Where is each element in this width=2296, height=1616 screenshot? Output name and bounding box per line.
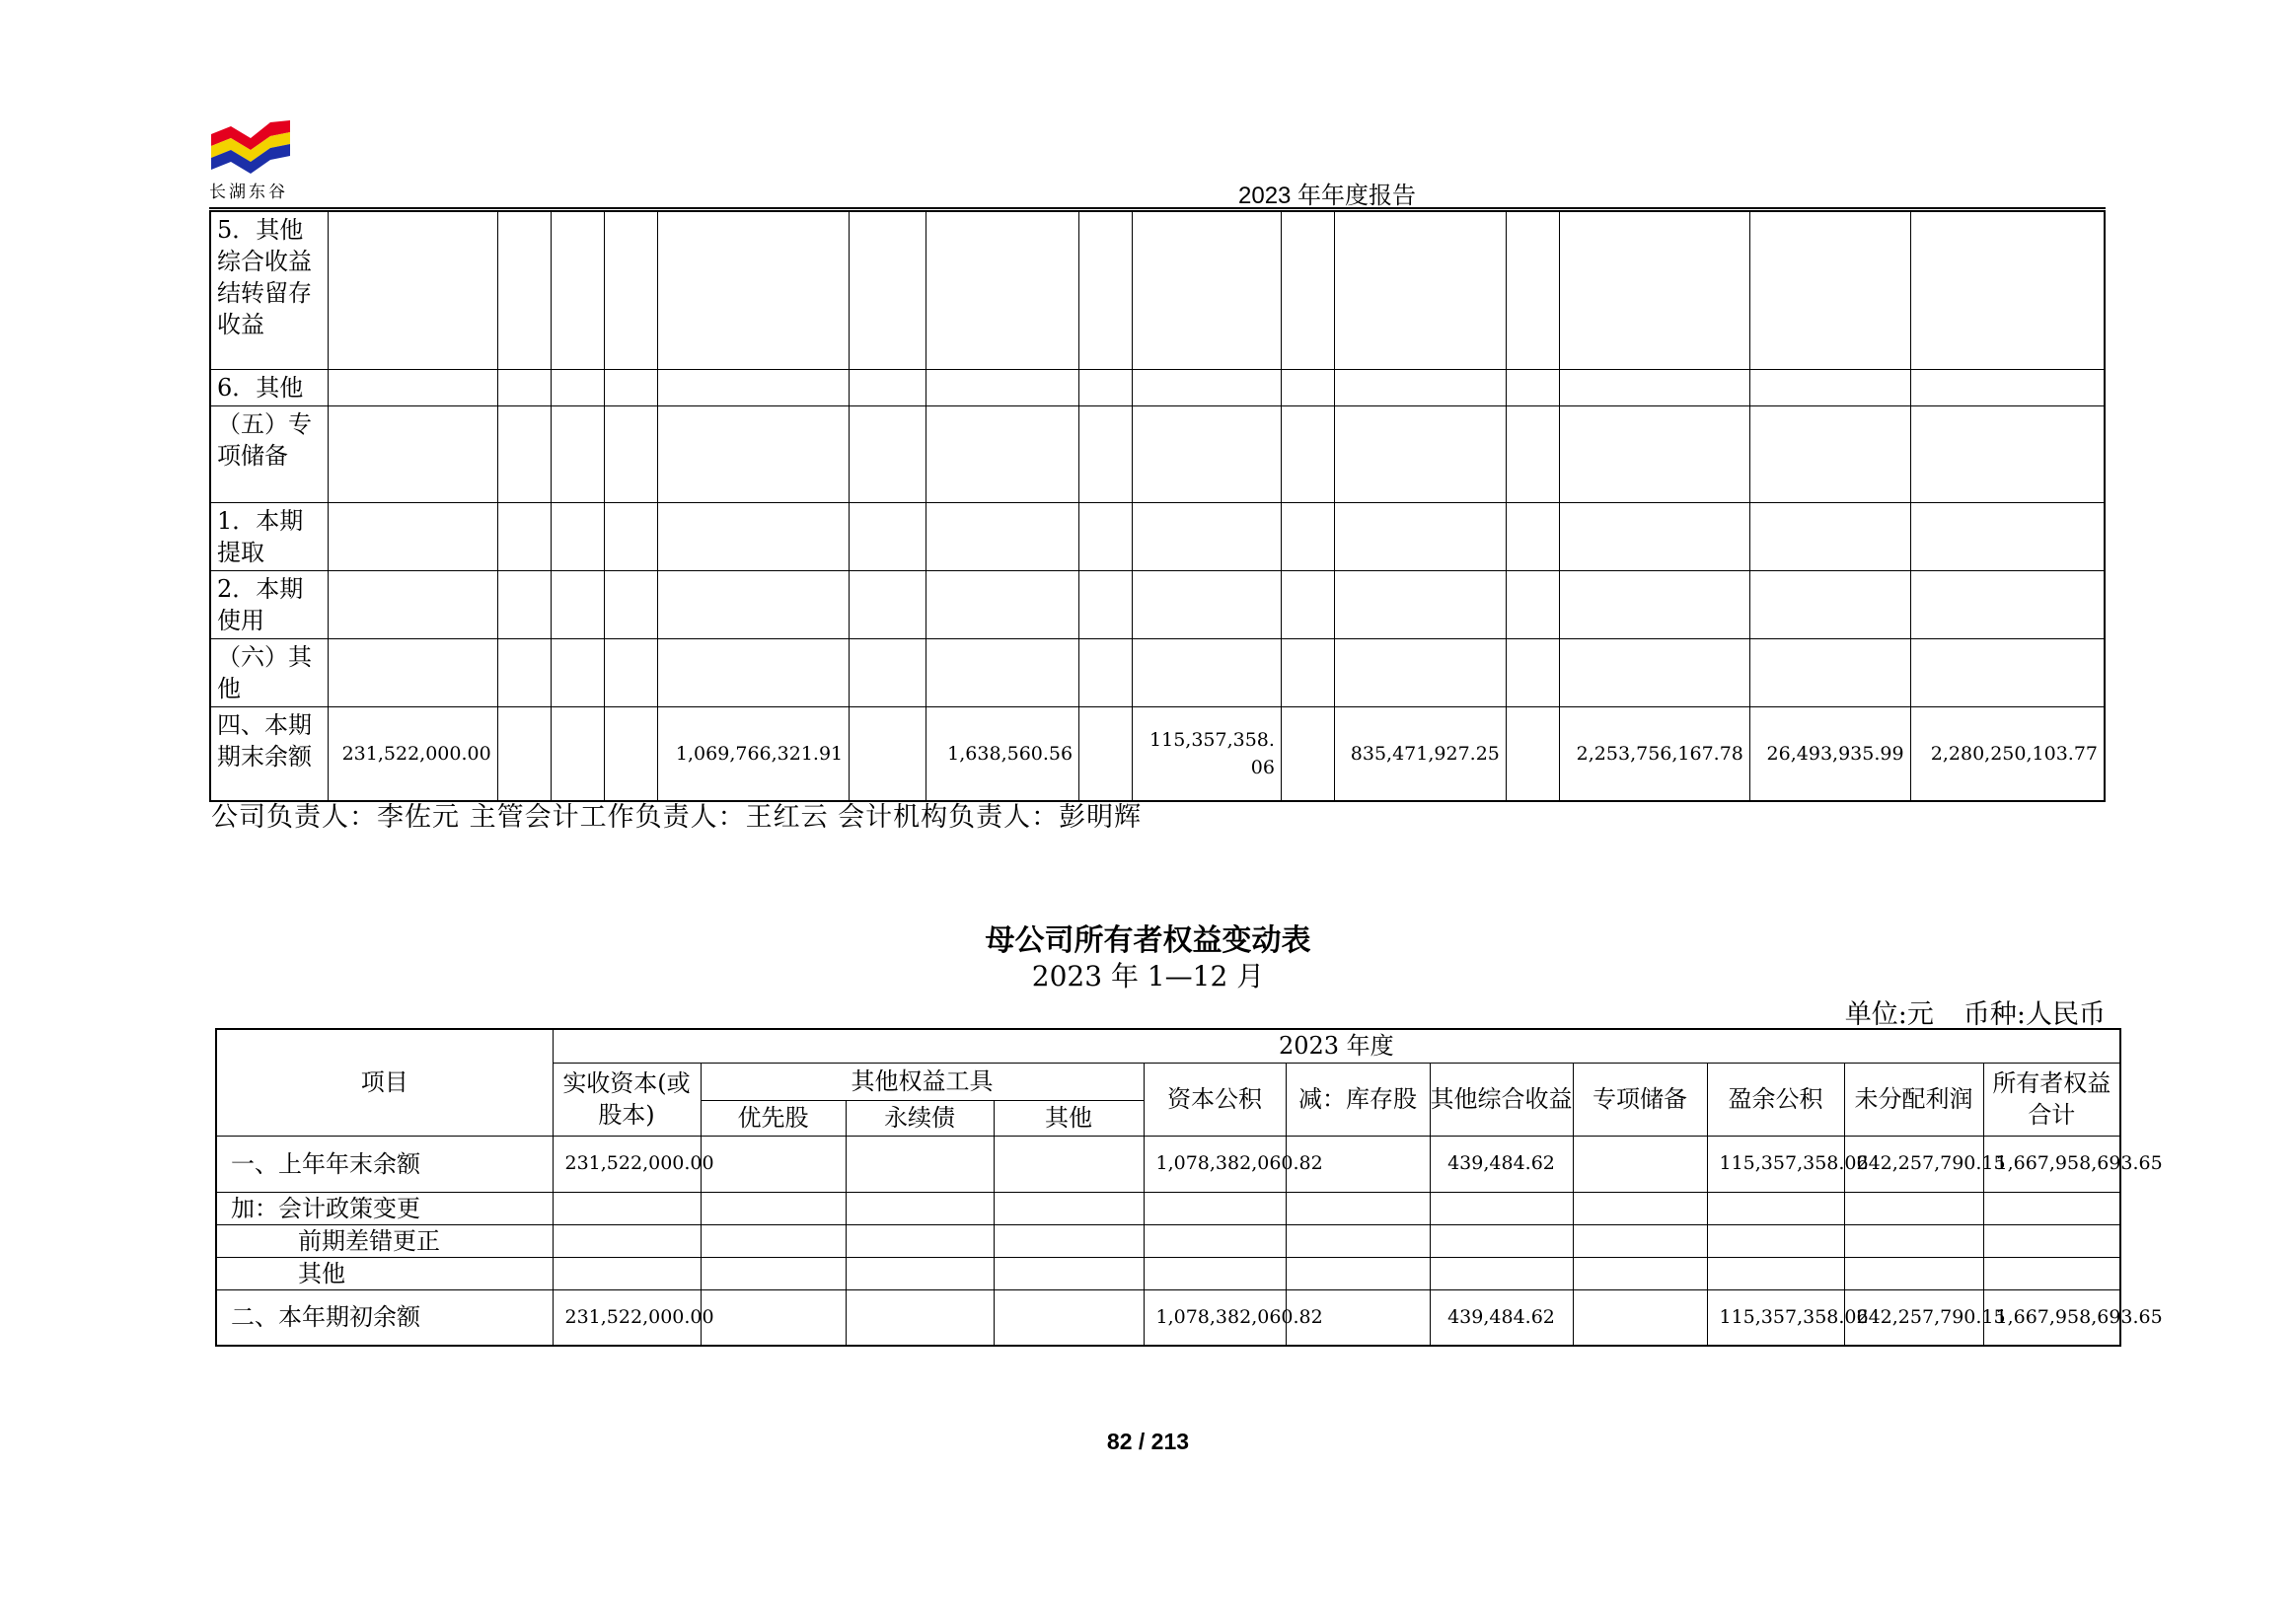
row-label: （六）其他 (210, 638, 328, 706)
row-label: 四、本期期末余额 (210, 706, 328, 801)
table-cell (1430, 1257, 1573, 1289)
statement-title: 母公司所有者权益变动表 (985, 923, 1311, 958)
table-cell (701, 1289, 846, 1346)
table-row (210, 706, 2105, 801)
table-cell (850, 211, 926, 369)
table-cell (1707, 1224, 1844, 1257)
table-cell (926, 369, 1079, 405)
table-cell (994, 1192, 1144, 1224)
table-cell (926, 502, 1079, 570)
table-cell (1506, 570, 1559, 638)
table-row (210, 211, 2105, 369)
table-cell (1335, 570, 1507, 638)
table-row (210, 570, 2105, 638)
table-cell (1573, 1257, 1707, 1289)
header-year: 2023 年度 (553, 1029, 2120, 1063)
table-row (216, 1136, 2120, 1192)
table-cell (605, 570, 658, 638)
header-perpetual: 永续债 (846, 1100, 994, 1136)
signatures: 公司负责人：李佐元 主管会计工作负责人：王红云 会计机构负责人：彭明辉 (211, 802, 1143, 833)
table-cell (605, 369, 658, 405)
table-cell (1281, 502, 1334, 570)
table-cell (1133, 405, 1282, 502)
table-cell (1286, 1192, 1430, 1224)
table-cell (1335, 211, 1507, 369)
table-cell (850, 570, 926, 638)
table-cell (1506, 706, 1559, 801)
table-cell (605, 502, 658, 570)
table-cell (658, 405, 850, 502)
header-undistributed-profit: 未分配利润 (1844, 1063, 1983, 1136)
table-cell (1573, 1192, 1707, 1224)
table-cell (701, 1136, 846, 1192)
header-oci: 其他综合收益 (1430, 1063, 1573, 1136)
header-total-equity: 所有者权益合计 (1983, 1063, 2120, 1136)
table-cell (658, 211, 850, 369)
table-cell (1281, 405, 1334, 502)
table-cell: 439,484.62 (1430, 1136, 1573, 1192)
table-cell (1844, 1192, 1983, 1224)
table-cell (497, 570, 551, 638)
table-cell (1749, 211, 1910, 369)
table-cell (553, 1192, 701, 1224)
header-capital: 实收资本(或股本) (553, 1063, 701, 1136)
table-cell (850, 706, 926, 801)
header-capital-reserve: 资本公积 (1144, 1063, 1286, 1136)
header-item: 项目 (216, 1029, 553, 1136)
table-row (210, 502, 2105, 570)
table-cell (1506, 502, 1559, 570)
report-title: 2023 年年度报告 (1238, 183, 1417, 209)
table-cell (605, 638, 658, 706)
table-cell (497, 706, 551, 801)
table-cell (701, 1192, 846, 1224)
table-cell (1281, 570, 1334, 638)
table-cell (926, 638, 1079, 706)
table-cell (850, 369, 926, 405)
table-row (216, 1289, 2120, 1346)
table-cell (1749, 405, 1910, 502)
table-cell (1506, 211, 1559, 369)
table-cell (1286, 1224, 1430, 1257)
table-cell (846, 1257, 994, 1289)
table-cell (1844, 1257, 1983, 1289)
header-special-reserve: 专项储备 (1573, 1063, 1707, 1136)
table-cell (1079, 706, 1133, 801)
table-cell (1335, 502, 1507, 570)
table-cell (1560, 570, 1750, 638)
table-cell (850, 638, 926, 706)
table-cell (1335, 405, 1507, 502)
table-cell (1133, 369, 1282, 405)
table-cell (1430, 1192, 1573, 1224)
table-cell (328, 405, 497, 502)
table-cell (1335, 638, 1507, 706)
table-cell: 242,257,790.15 (1844, 1136, 1983, 1192)
table-cell: 26,493,935.99 (1749, 706, 1910, 801)
table-cell (551, 570, 604, 638)
row-label: 二、本年期初余额 (216, 1289, 553, 1346)
table-cell (551, 638, 604, 706)
table-cell (1707, 1192, 1844, 1224)
table-row (216, 1192, 2120, 1224)
table-cell (1079, 502, 1133, 570)
table-cell: 231,522,000.00 (328, 706, 497, 801)
table-cell (1079, 369, 1133, 405)
table-cell (1573, 1136, 1707, 1192)
table-cell (926, 570, 1079, 638)
table-cell (926, 211, 1079, 369)
table-cell (1573, 1224, 1707, 1257)
table-cell (846, 1224, 994, 1257)
table-cell (1910, 211, 2105, 369)
table-cell (605, 706, 658, 801)
table-cell (1844, 1224, 1983, 1257)
table-cell: 231,522,000.00 (553, 1289, 701, 1346)
table-cell (1144, 1257, 1286, 1289)
table-cell: 835,471,927.25 (1335, 706, 1507, 801)
table-cell (328, 369, 497, 405)
table-cell (1983, 1257, 2120, 1289)
table-cell (1749, 638, 1910, 706)
table-cell (605, 405, 658, 502)
table-cell: 1,078,382,060.82 (1144, 1289, 1286, 1346)
table-cell (1281, 638, 1334, 706)
table-cell (328, 638, 497, 706)
row-label: 前期差错更正 (216, 1224, 553, 1257)
table-cell (1560, 502, 1750, 570)
row-label: 5．其他综合收益结转留存收益 (210, 211, 328, 369)
table-cell (1286, 1257, 1430, 1289)
table-cell (1281, 369, 1334, 405)
page-number: 82 / 213 (1106, 1429, 1190, 1454)
table-cell (1749, 570, 1910, 638)
table-cell (1573, 1289, 1707, 1346)
row-label: 2．本期使用 (210, 570, 328, 638)
table-cell (1506, 638, 1559, 706)
unit-label: 单位:元 (1844, 999, 1934, 1030)
table-cell (553, 1224, 701, 1257)
table-cell (1133, 638, 1282, 706)
table-row (210, 405, 2105, 502)
table-cell (658, 570, 850, 638)
table-cell (1079, 211, 1133, 369)
table-cell (1983, 1224, 2120, 1257)
currency-label: 币种:人民币 (1963, 999, 2106, 1030)
table-cell (701, 1257, 846, 1289)
table-cell: 1,667,958,693.65 (1983, 1289, 2120, 1346)
table-cell (1560, 405, 1750, 502)
table-cell (1910, 502, 2105, 570)
header-other-equity: 其他权益工具 (701, 1063, 1144, 1100)
table-cell (328, 570, 497, 638)
header-surplus-reserve: 盈余公积 (1707, 1063, 1844, 1136)
table-cell: 2,280,250,103.77 (1910, 706, 2105, 801)
table-cell (497, 502, 551, 570)
table-cell (497, 369, 551, 405)
row-label: 其他 (216, 1257, 553, 1289)
table-cell (1707, 1257, 1844, 1289)
table-cell (1560, 211, 1750, 369)
table-cell (328, 211, 497, 369)
table-cell (701, 1224, 846, 1257)
header-treasury-stock: 减：库存股 (1286, 1063, 1430, 1136)
table-row (210, 638, 2105, 706)
row-label: 1．本期提取 (210, 502, 328, 570)
table-cell (497, 405, 551, 502)
table-cell (658, 502, 850, 570)
table-cell (994, 1136, 1144, 1192)
table-cell (1079, 570, 1133, 638)
table-cell (1335, 369, 1507, 405)
table-cell (846, 1192, 994, 1224)
header-other: 其他 (994, 1100, 1144, 1136)
logo-waves-icon (209, 116, 292, 176)
table-cell (497, 211, 551, 369)
table-cell (1133, 502, 1282, 570)
table-cell (1560, 638, 1750, 706)
table-cell: 231,522,000.00 (553, 1136, 701, 1192)
table-cell (994, 1257, 1144, 1289)
table-cell: 1,638,560.56 (926, 706, 1079, 801)
table-cell: 1,667,958,693.65 (1983, 1136, 2120, 1192)
table-cell: 1,078,382,060.82 (1144, 1136, 1286, 1192)
header-preferred: 优先股 (701, 1100, 846, 1136)
unit-line (1815, 992, 2106, 1031)
table-cell (551, 211, 604, 369)
table-cell (551, 706, 604, 801)
logo-text: 长湖东谷 (209, 183, 288, 202)
table-cell (994, 1289, 1144, 1346)
table-row (216, 1224, 2120, 1257)
table-cell (605, 211, 658, 369)
table-cell (850, 502, 926, 570)
table-cell: 242,257,790.15 (1844, 1289, 1983, 1346)
table-cell (1506, 405, 1559, 502)
header-divider (209, 207, 2106, 209)
table-cell (1079, 405, 1133, 502)
table-row (210, 369, 2105, 405)
table-cell (1133, 211, 1282, 369)
table-cell (658, 638, 850, 706)
table-cell (1749, 502, 1910, 570)
table-cell (1506, 369, 1559, 405)
table-row (216, 1257, 2120, 1289)
table-cell: 115,357,358.06 (1707, 1289, 1844, 1346)
table-cell (1910, 405, 2105, 502)
table-cell (1281, 211, 1334, 369)
table-cell (1133, 570, 1282, 638)
company-logo (209, 116, 294, 202)
table-cell (1144, 1192, 1286, 1224)
table-cell (846, 1289, 994, 1346)
table-cell: 2,253,756,167.78 (1560, 706, 1750, 801)
table-cell (1560, 369, 1750, 405)
table-cell (1749, 369, 1910, 405)
row-label: （五）专项储备 (210, 405, 328, 502)
table-cell (1144, 1224, 1286, 1257)
row-label: 一、上年年末余额 (216, 1136, 553, 1192)
table-cell: 439,484.62 (1430, 1289, 1573, 1346)
table-cell (1983, 1192, 2120, 1224)
table-cell (328, 502, 497, 570)
table-cell (850, 405, 926, 502)
table-cell: 1,069,766,321.91 (658, 706, 850, 801)
table-cell (1281, 706, 1334, 801)
table-cell (497, 638, 551, 706)
table-cell (1079, 638, 1133, 706)
row-label: 加：会计政策变更 (216, 1192, 553, 1224)
table-cell (553, 1257, 701, 1289)
table-cell (846, 1136, 994, 1192)
upper-equity-table (209, 210, 2106, 802)
table-cell (551, 405, 604, 502)
table-cell (1910, 570, 2105, 638)
parent-equity-table (215, 1028, 2163, 1347)
table-cell (658, 369, 850, 405)
table-cell (1910, 638, 2105, 706)
row-label: 6．其他 (210, 369, 328, 405)
table-cell (926, 405, 1079, 502)
statement-period: 2023 年 1—12 月 (1031, 960, 1265, 992)
table-cell: 115,357,358.06 (1707, 1136, 1844, 1192)
table-cell: 115,357,358.06 (1133, 706, 1282, 801)
table-cell (1910, 369, 2105, 405)
table-cell (551, 369, 604, 405)
table-cell (994, 1224, 1144, 1257)
table-cell (551, 502, 604, 570)
table-cell (1430, 1224, 1573, 1257)
